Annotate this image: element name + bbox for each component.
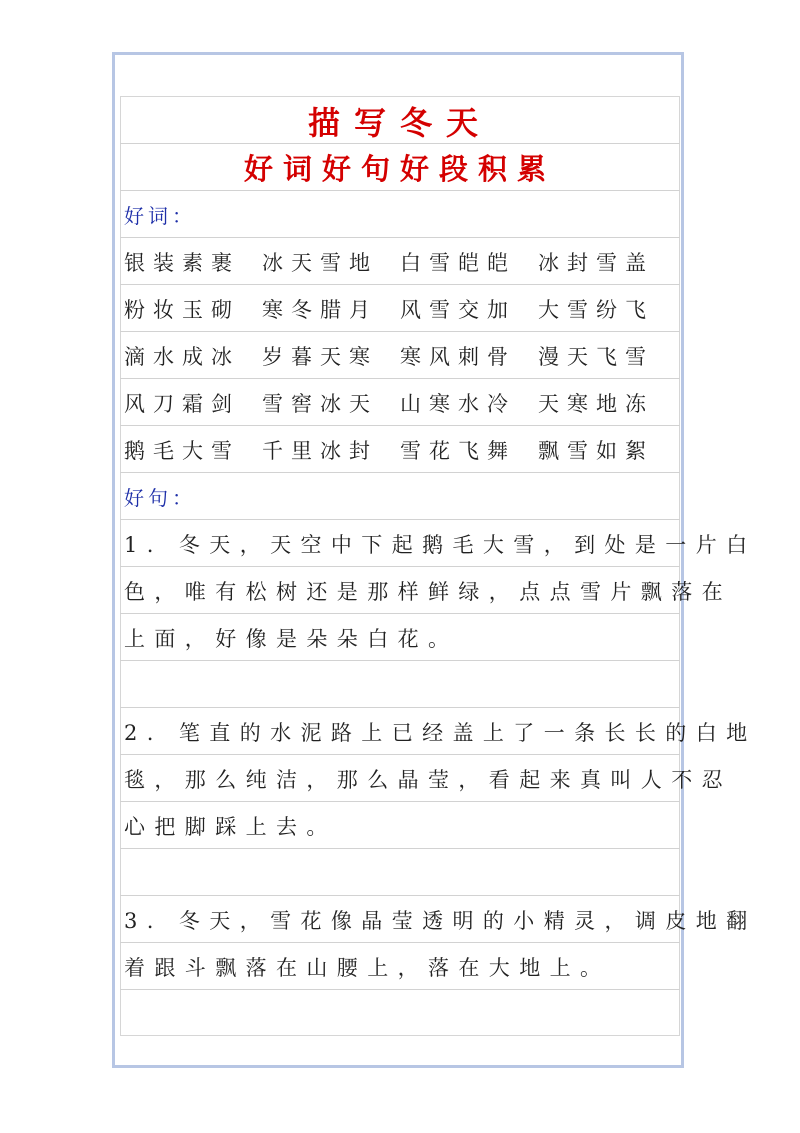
sentences-heading: 好句：: [124, 486, 196, 510]
word-item: 大雪纷飞: [538, 297, 654, 322]
word-item: 冰天雪地: [262, 250, 378, 275]
word-row: [124, 238, 676, 285]
sentence-line: 2. 笔直的水泥路上已经盖上了一条长长的白地: [124, 720, 757, 745]
word-item: 雪窖冰天: [262, 391, 378, 416]
page-title: 描写冬天: [307, 103, 492, 142]
word-item: 雪花飞舞: [400, 438, 516, 463]
word-item: 寒冬腊月: [262, 297, 378, 322]
word-item: 寒风刺骨: [400, 344, 516, 369]
word-row: [124, 379, 676, 426]
word-item: 白雪皑皑: [400, 250, 516, 275]
word-row: [124, 426, 676, 473]
word-item: 风刀霜剑: [124, 391, 240, 416]
word-item: 岁暮天寒: [262, 344, 378, 369]
sentence-line: 心把脚踩上去。: [124, 814, 337, 839]
word-item: 千里冰封: [262, 438, 378, 463]
word-item: 粉妆玉砌: [124, 297, 240, 322]
word-item: 冰封雪盖: [538, 250, 654, 275]
words-heading: 好词：: [124, 204, 196, 228]
word-item: 滴水成冰: [124, 344, 240, 369]
sentence-line: 3. 冬天，雪花像晶莹透明的小精灵，调皮地翻: [124, 908, 757, 933]
sentence-line: 1. 冬天，天空中下起鹅毛大雪，到处是一片白: [124, 532, 757, 557]
word-item: 银装素裹: [124, 250, 240, 275]
sentence-line: 色，唯有松树还是那样鲜绿，点点雪片飘落在: [124, 579, 732, 604]
word-row: [124, 332, 676, 379]
word-item: 天寒地冻: [538, 391, 654, 416]
word-item: 鹅毛大雪: [124, 438, 240, 463]
sentence-line: 上面，好像是朵朵白花。: [124, 626, 459, 651]
page-subtitle: 好词好句好段积累: [243, 152, 556, 186]
word-item: 山寒水冷: [400, 391, 516, 416]
word-item: 漫天飞雪: [538, 344, 654, 369]
word-row: [124, 285, 676, 332]
word-item: 风雪交加: [400, 297, 516, 322]
sentence-line: 毯，那么纯洁，那么晶莹，看起来真叫人不忍: [124, 767, 732, 792]
sentence-line: 着跟斗飘落在山腰上，落在大地上。: [124, 955, 611, 980]
word-item: 飘雪如絮: [538, 438, 654, 463]
